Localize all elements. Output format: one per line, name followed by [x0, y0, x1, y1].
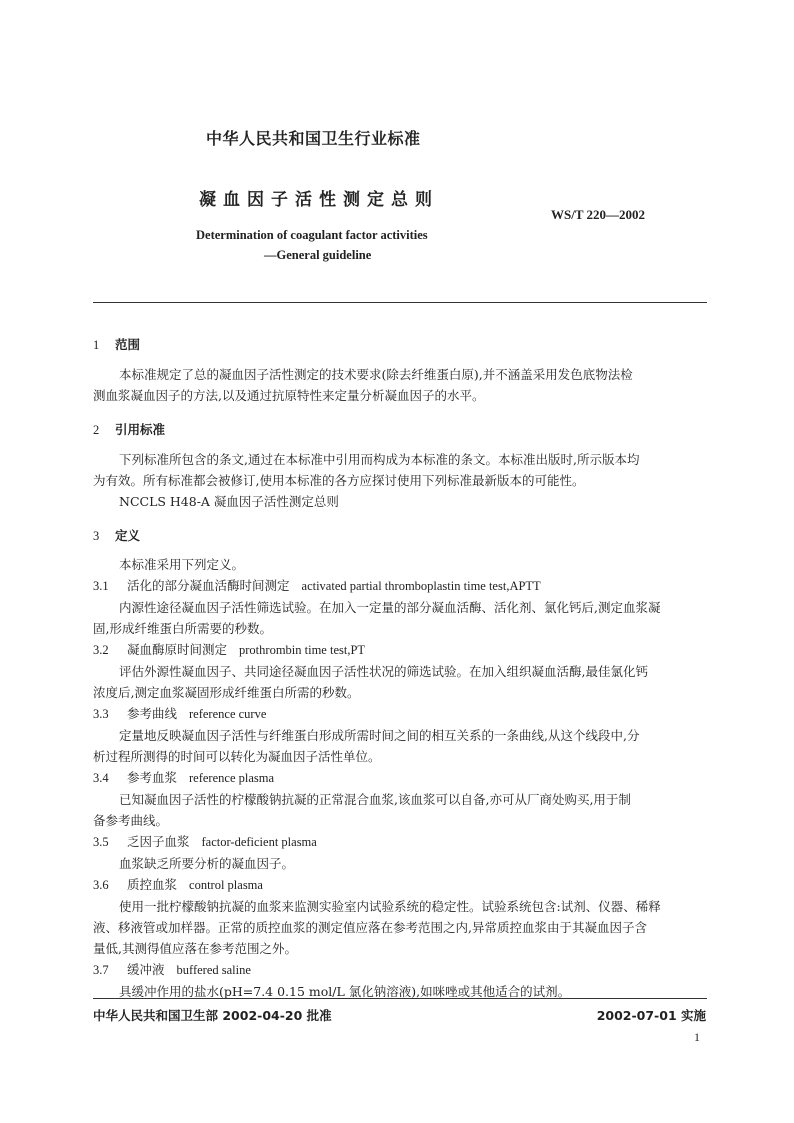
term-cn: 乏因子血浆: [127, 834, 190, 849]
section-3-body: [93, 554, 707, 1002]
term-cn: 参考血浆: [127, 770, 178, 785]
section-title: 范围: [115, 337, 141, 352]
term-number: 3.6: [93, 878, 109, 892]
term-3-6: [93, 874, 707, 896]
section-1-body: [93, 364, 707, 406]
term-3-5: [93, 831, 707, 853]
implementation-date: 2002-07-01 实施: [596, 1008, 706, 1023]
term-cn: 凝血酶原时间测定: [127, 642, 228, 657]
document-title-en-line2: —General guideline: [264, 248, 372, 262]
section-2-heading: [93, 420, 165, 438]
paragraph-line: 测血浆凝血因子的方法,以及通过抗原特性来定量分析凝血因子的水平。: [93, 388, 485, 403]
term-3-2: [93, 639, 707, 661]
term-definition-line: 具缓冲作用的盐水(pH=7.4 0.15 mol/L 氯化钠溶液),如咪唑或其他适合的试剂。: [119, 984, 571, 999]
term-definition-line: 备参考曲线。: [93, 813, 169, 828]
document-title-cn: 凝血因子活性测定总则: [199, 190, 439, 210]
term-definition-line: 已知凝血因子活性的柠檬酸钠抗凝的正常混合血浆,该血浆可以自备,亦可从厂商处购买,用于制: [119, 792, 631, 807]
section-number: 1: [93, 338, 100, 352]
term-cn: 质控血浆: [127, 877, 178, 892]
standard-number: WS/T 220—2002: [551, 207, 646, 222]
section-number: 3: [93, 529, 100, 543]
term-number: 3.4: [93, 771, 109, 785]
term-3-3: [93, 703, 707, 725]
header-divider: [93, 302, 707, 303]
term-en: activated partial thromboplastin time test,APTT: [301, 579, 541, 593]
term-cn: 活化的部分凝血活酶时间测定: [127, 578, 290, 593]
approval-note: 中华人民共和国卫生部 2002-04-20 批准: [93, 1008, 332, 1023]
term-number: 3.1: [93, 579, 109, 593]
term-en: reference curve: [189, 707, 267, 721]
term-3-7: [93, 959, 707, 981]
term-definition-line: 定量地反映凝血因子活性与纤维蛋白形成所需时间之间的相互关系的一条曲线,从这个线段中,分: [119, 728, 640, 743]
term-cn: 缓冲液: [127, 962, 165, 977]
normative-reference: NCCLS H48-A 凝血因子活性测定总则: [119, 494, 339, 509]
paragraph-line: 下列标准所包含的条文,通过在本标准中引用而构成为本标准的条文。本标准出版时,所示版本均: [119, 452, 640, 467]
section-title: 定义: [115, 528, 141, 543]
term-definition-line: 液、移液管或加样器。正常的质控血浆的测定值应落在参考范围之内,异常质控血浆由于其凝血因子含: [93, 920, 647, 935]
term-en: factor-deficient plasma: [201, 835, 317, 849]
section-title: 引用标准: [115, 422, 166, 437]
term-definition-line: 浓度后,测定血浆凝固形成纤维蛋白所需的秒数。: [93, 685, 360, 700]
term-en: control plasma: [189, 878, 263, 892]
term-definition-line: 固,形成纤维蛋白所需要的秒数。: [93, 621, 272, 636]
section-1-heading: [93, 335, 140, 353]
term-definition-line: 内源性途径凝血因子活性筛选试验。在加入一定量的部分凝血活酶、活化剂、氯化钙后,测定血浆凝: [119, 600, 661, 615]
term-number: 3.3: [93, 707, 109, 721]
page-number: 1: [694, 1030, 700, 1044]
section-number: 2: [93, 423, 100, 437]
term-number: 3.7: [93, 963, 109, 977]
document-title-en-line1: Determination of coagulant factor activities: [196, 228, 428, 242]
term-definition-line: 评估外源性凝血因子、共同途径凝血因子活性状况的筛选试验。在加入组织凝血活酶,最佳氯化钙: [119, 664, 648, 679]
term-number: 3.5: [93, 835, 109, 849]
term-en: reference plasma: [189, 771, 275, 785]
paragraph-line: 为有效。所有标准都会被修订,使用本标准的各方应探讨使用下列标准最新版本的可能性。: [93, 473, 585, 488]
definitions-intro: 本标准采用下列定义。: [119, 557, 245, 572]
term-en: prothrombin time test,PT: [239, 643, 366, 657]
term-definition-line: 使用一批柠檬酸钠抗凝的血浆来监测实验室内试验系统的稳定性。试验系统包含:试剂、仪器、稀释: [119, 899, 661, 914]
section-2-body: [93, 449, 707, 512]
issuing-body: 中华人民共和国卫生行业标准: [206, 129, 421, 148]
term-definition-line: 血浆缺乏所要分析的凝血因子。: [119, 856, 295, 871]
term-number: 3.2: [93, 643, 109, 657]
footer-divider: [93, 998, 707, 999]
paragraph-line: 本标准规定了总的凝血因子活性测定的技术要求(除去纤维蛋白原),并不涵盖采用发色底物法检: [119, 367, 633, 382]
term-en: buffered saline: [176, 963, 251, 977]
term-definition-line: 析过程所测得的时间可以转化为凝血因子活性单位。: [93, 749, 381, 764]
section-3-heading: [93, 526, 140, 544]
term-3-4: [93, 767, 707, 789]
term-definition-line: 量低,其测得值应落在参考范围之外。: [93, 941, 297, 956]
term-cn: 参考曲线: [127, 706, 178, 721]
term-3-1: [93, 575, 707, 597]
